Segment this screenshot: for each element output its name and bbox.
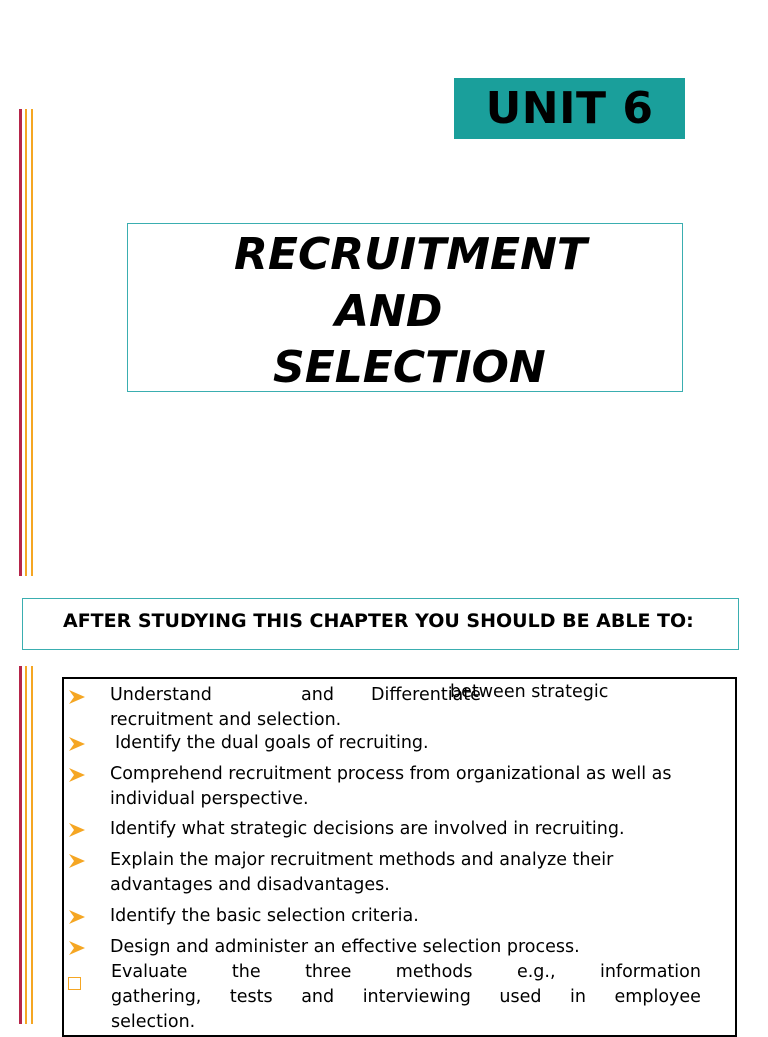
item-8-word: e.g., [516, 962, 556, 982]
list-item: Design and administer an effective selection process. [110, 937, 580, 957]
unit-badge [454, 78, 685, 139]
title-box [127, 223, 683, 392]
objectives-heading-box [22, 598, 739, 650]
decorative-bar-orange-top [25, 109, 27, 576]
item-8-word: tests [229, 987, 273, 1007]
decorative-bar-orange2-bottom [31, 666, 33, 1024]
objectives-heading: AFTER STUDYING THIS CHAPTER YOU SHOULD BE ABLE TO: [63, 610, 694, 632]
item-1-word-1: Understand [110, 685, 212, 705]
item-8-word: the [231, 962, 261, 982]
arrow-bullet-icon [68, 852, 86, 870]
item-8-word: three [305, 962, 352, 982]
decorative-bar-crimson-top [19, 109, 22, 576]
arrow-bullet-icon [68, 735, 86, 753]
title-line-1: RECRUITMENT [234, 229, 587, 280]
list-item [110, 683, 716, 733]
list-item: Identify the dual goals of recruiting. [115, 733, 429, 753]
item-1-line-2: recruitment and selection. [110, 710, 342, 730]
title-line-3: SELECTION [273, 342, 546, 393]
item-8-word: in [570, 987, 586, 1007]
item-8-word: used [499, 987, 542, 1007]
list-item: Identify the basic selection criteria. [110, 906, 419, 926]
item-8-word: methods [395, 962, 473, 982]
list-item: Comprehend recruitment process from organizational as well as individual perspective. [110, 764, 672, 809]
item-8-word: employee [614, 987, 701, 1007]
item-8-line-3: selection. [111, 1012, 196, 1032]
arrow-bullet-icon [68, 939, 86, 957]
item-1-word-2: and [301, 685, 334, 705]
item-8-word: gathering, [111, 987, 202, 1007]
item-8-word: and [301, 987, 335, 1007]
arrow-bullet-icon [68, 766, 86, 784]
decorative-bar-orange2-top [31, 109, 33, 576]
square-bullet-icon [68, 977, 81, 990]
item-1-word-4: between strategic [450, 682, 609, 702]
arrow-bullet-icon [68, 688, 86, 706]
item-1-word-3: Differentiate [371, 685, 481, 705]
list-item: Identify what strategic decisions are involved in recruiting. [110, 819, 625, 839]
list-item: Explain the major recruitment methods and analyze their advantages and disadvantages. [110, 850, 614, 895]
arrow-bullet-icon [68, 908, 86, 926]
item-8-word: interviewing [362, 987, 471, 1007]
title-line-2: AND [335, 286, 443, 337]
decorative-bar-orange-bottom [25, 666, 27, 1024]
item-8-word: Evaluate [111, 962, 188, 982]
decorative-bar-crimson-bottom [19, 666, 22, 1024]
item-8-word: information [599, 962, 701, 982]
arrow-bullet-icon [68, 821, 86, 839]
unit-label: UNIT 6 [485, 83, 654, 134]
